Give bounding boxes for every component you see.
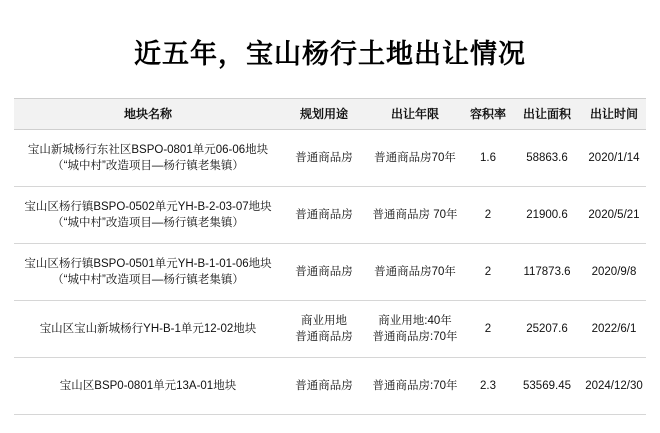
cell-floor-area-ratio: 2.3 xyxy=(464,358,512,415)
table-header-row xyxy=(14,99,646,130)
transfer-term-line-1: 普通商品房:70年 xyxy=(372,380,458,393)
cell-floor-area-ratio: 2 xyxy=(464,187,512,244)
cell-planned-use xyxy=(282,187,366,244)
column-header-use: 规划用途 xyxy=(282,99,366,130)
land-name-line-2: （“城中村”改造项目—杨行镇老集镇） xyxy=(52,160,244,173)
planned-use-line-2: 普通商品房 xyxy=(295,331,353,344)
cell-transfer-area: 21900.6 xyxy=(512,187,582,244)
table-row xyxy=(14,130,646,187)
cell-land-name xyxy=(14,301,282,358)
cell-land-name xyxy=(14,187,282,244)
table-row xyxy=(14,301,646,358)
land-transfer-table xyxy=(14,98,646,415)
cell-planned-use xyxy=(282,244,366,301)
cell-land-name xyxy=(14,130,282,187)
column-header-term: 出让年限 xyxy=(366,99,464,130)
cell-transfer-term xyxy=(366,301,464,358)
column-header-area: 出让面积 xyxy=(512,99,582,130)
cell-transfer-term xyxy=(366,187,464,244)
table-row xyxy=(14,244,646,301)
cell-transfer-date: 2024/12/30 xyxy=(582,358,646,415)
cell-floor-area-ratio: 2 xyxy=(464,301,512,358)
cell-transfer-area: 25207.6 xyxy=(512,301,582,358)
cell-transfer-date: 2020/1/14 xyxy=(582,130,646,187)
table-row xyxy=(14,358,646,415)
transfer-term-line-1: 普通商品房 70年 xyxy=(372,209,458,222)
land-name-line-1: 宝山区杨行镇BSPO-0502单元YH-B-2-03-07地块 xyxy=(24,200,272,213)
transfer-term-line-1: 普通商品房70年 xyxy=(374,266,456,279)
cell-transfer-area: 53569.45 xyxy=(512,358,582,415)
planned-use-line-1: 商业用地 xyxy=(301,314,347,327)
cell-transfer-term xyxy=(366,358,464,415)
cell-transfer-date: 2022/6/1 xyxy=(582,301,646,358)
cell-planned-use xyxy=(282,358,366,415)
land-name-line-2: （“城中村”改造项目—杨行镇老集镇） xyxy=(52,217,244,230)
transfer-term-line-1: 普通商品房70年 xyxy=(374,152,456,165)
table-row xyxy=(14,187,646,244)
cell-land-name xyxy=(14,244,282,301)
column-header-ratio: 容积率 xyxy=(464,99,512,130)
land-name-line-1: 宝山新城杨行东社区BSPO-0801单元06-06地块 xyxy=(27,143,269,156)
planned-use-line-1: 普通商品房 xyxy=(295,380,353,393)
transfer-term-line-2: 普通商品房:70年 xyxy=(372,331,458,344)
cell-floor-area-ratio: 1.6 xyxy=(464,130,512,187)
planned-use-line-1: 普通商品房 xyxy=(295,209,353,222)
cell-planned-use xyxy=(282,130,366,187)
cell-transfer-date: 2020/9/8 xyxy=(582,244,646,301)
column-header-name: 地块名称 xyxy=(14,99,282,130)
land-name-line-1: 宝山区BSP0-0801单元13A-01地块 xyxy=(59,380,237,393)
table-header xyxy=(14,99,646,130)
cell-transfer-term xyxy=(366,130,464,187)
cell-transfer-term xyxy=(366,244,464,301)
planned-use-line-1: 普通商品房 xyxy=(295,152,353,165)
land-name-line-2: （“城中村”改造项目—杨行镇老集镇） xyxy=(52,274,244,287)
cell-transfer-area: 58863.6 xyxy=(512,130,582,187)
cell-transfer-area: 117873.6 xyxy=(512,244,582,301)
planned-use-line-1: 普通商品房 xyxy=(295,266,353,279)
transfer-term-line-1: 商业用地:40年 xyxy=(378,314,452,327)
cell-transfer-date: 2020/5/21 xyxy=(582,187,646,244)
table-body xyxy=(14,130,646,415)
cell-floor-area-ratio: 2 xyxy=(464,244,512,301)
cell-land-name xyxy=(14,358,282,415)
page-title: 近五年，宝山杨行土地出让情况 xyxy=(134,39,526,69)
column-header-date: 出让时间 xyxy=(582,99,646,130)
cell-planned-use xyxy=(282,301,366,358)
land-name-line-1: 宝山区杨行镇BSPO-0501单元YH-B-1-01-06地块 xyxy=(24,257,272,270)
land-name-line-1: 宝山区宝山新城杨行YH-B-1单元12-02地块 xyxy=(39,323,257,336)
